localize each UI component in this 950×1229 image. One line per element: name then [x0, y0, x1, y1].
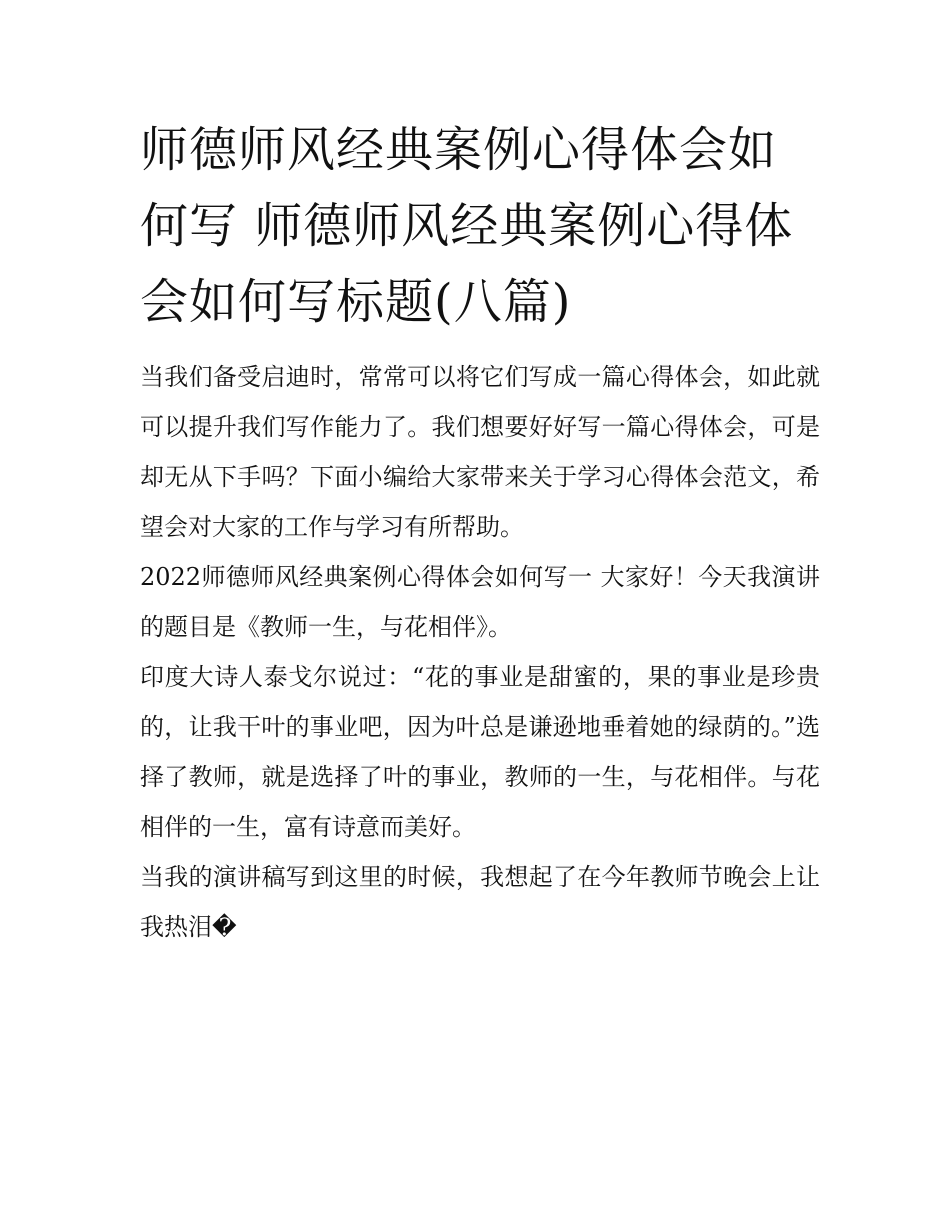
document-content: [140, 112, 820, 952]
paragraph-memory: 当我的演讲稿写到这里的时候，我想起了在今年教师节晚会上让我热泪�: [140, 863, 820, 941]
paragraph-intro: 当我们备受启迪时，常常可以将它们写成一篇心得体会，如此就可以提升我们写作能力了。我们想要好好写一篇心得体会，可是却无从下手吗？下面小编给大家带来关于学习心得体会范文，希望会对大家的工作与学习有所帮助。: [140, 363, 820, 541]
paragraph-greeting: 2022师德师风经典案例心得体会如何写一 大家好！今天我演讲的题目是《教师一生，与花相伴》。: [140, 563, 820, 641]
paragraph-quote: 印度大诗人泰戈尔说过：“花的事业是甜蜜的，果的事业是珍贵的，让我干叶的事业吧，因为叶总是谦逊地垂着她的绿荫的。”选择了教师，就是选择了叶的事业，教师的一生，与花相伴。与花相伴的一生，富有诗意而美好。: [140, 663, 820, 841]
document-title: 师德师风经典案例心得体会如何写 师德师风经典案例心得体会如何写标题(八篇): [140, 122, 794, 330]
document-body: [140, 352, 820, 952]
